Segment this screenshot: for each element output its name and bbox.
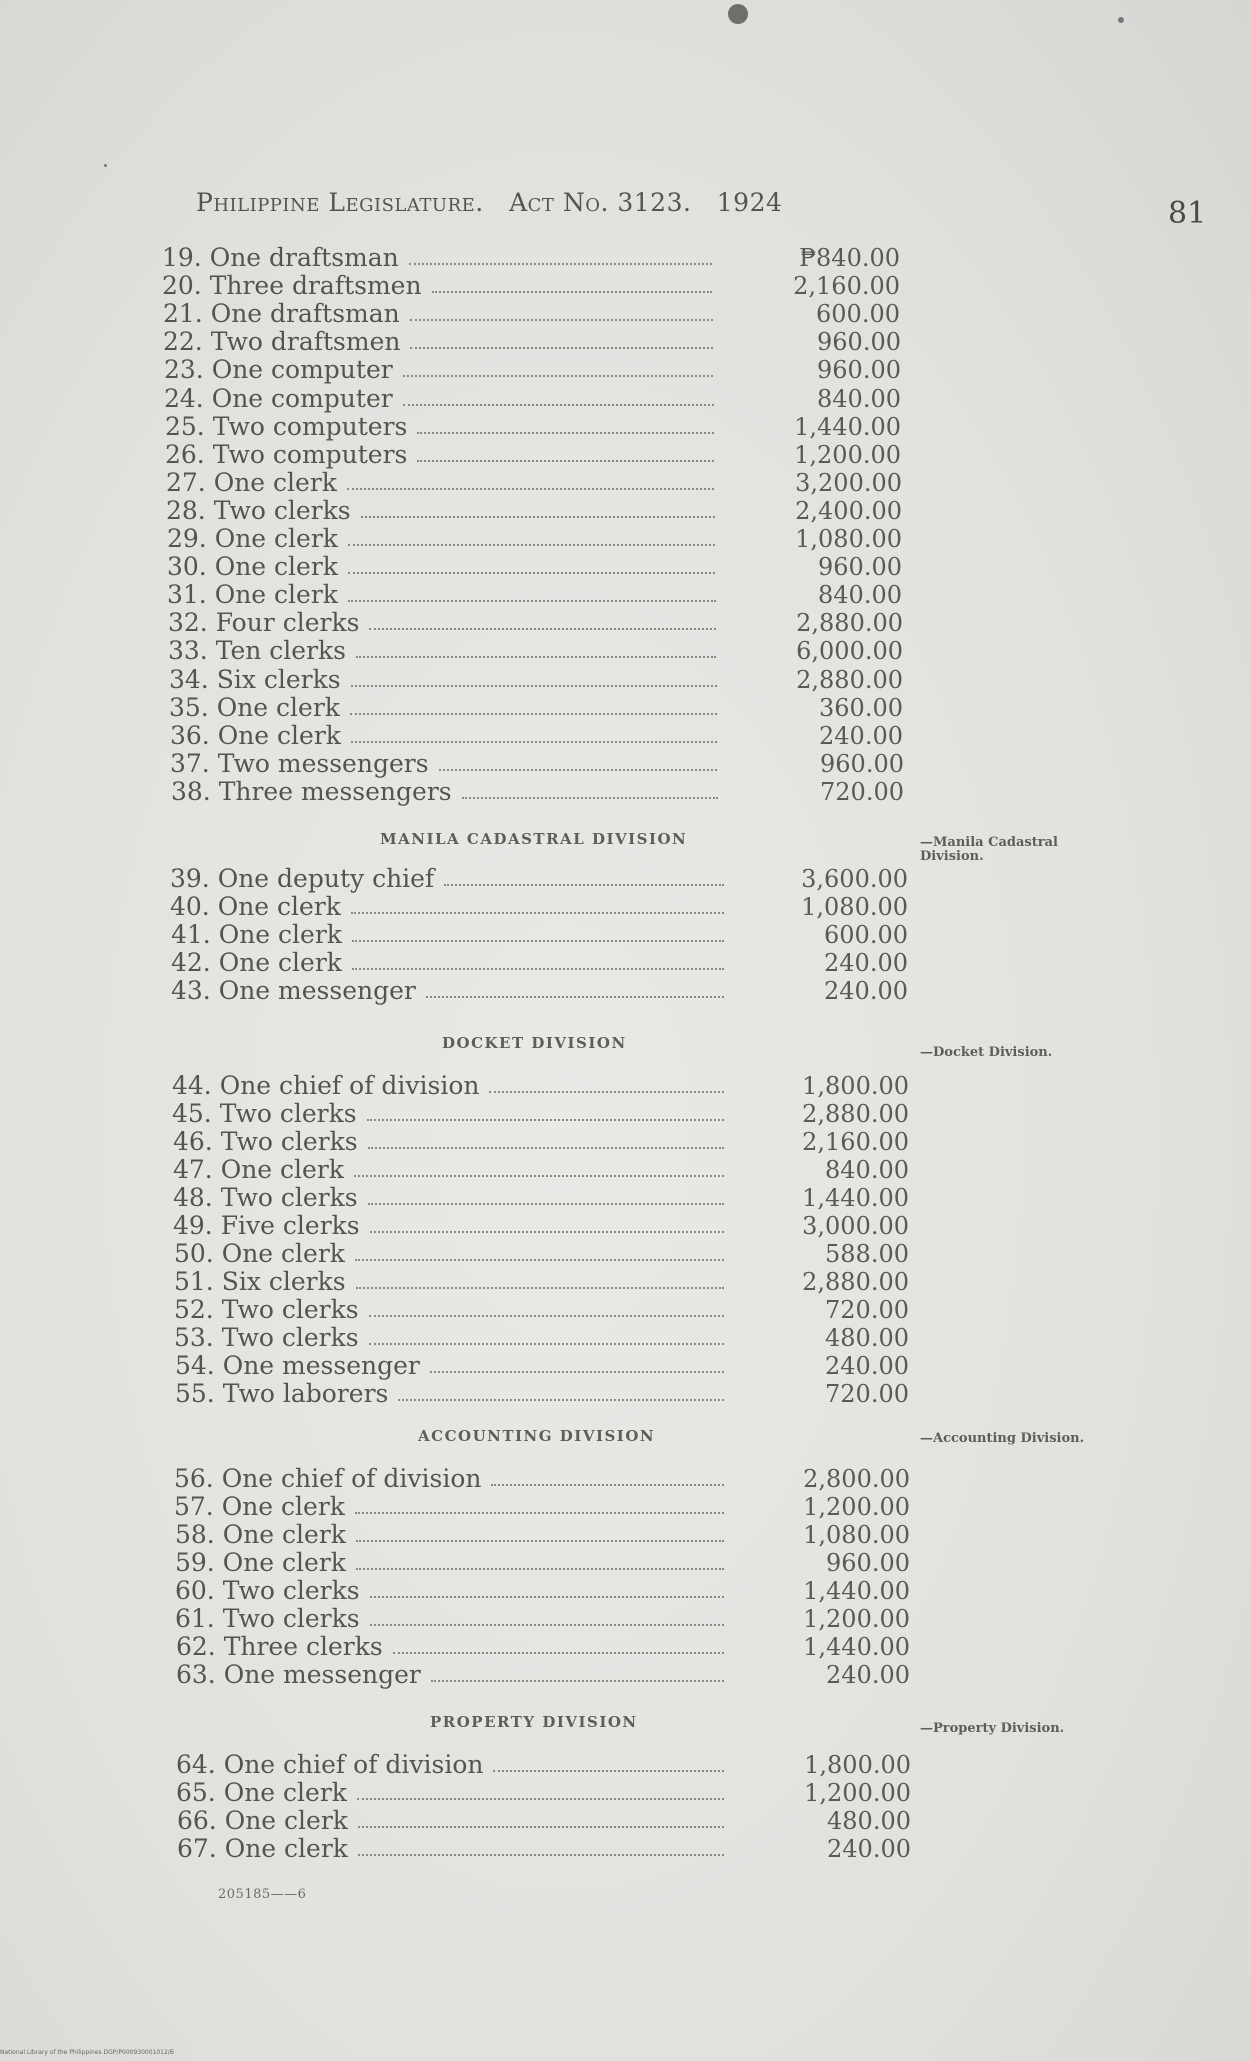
line-item-label: 40. One clerk — [170, 892, 341, 921]
line-item-amount: 240.00 — [824, 949, 908, 977]
footer-print-code: 205185——6 — [218, 1887, 307, 1902]
dot-leader — [369, 628, 716, 630]
line-item-row — [166, 497, 902, 525]
line-item-row — [165, 441, 901, 469]
dot-leader — [370, 1624, 724, 1626]
line-item-label: 29. One clerk — [167, 524, 338, 553]
line-item-row — [171, 977, 908, 1005]
line-item-label: 21. One draftsman — [163, 299, 400, 328]
dot-leader — [351, 741, 717, 743]
header-act: Act No. 3123. — [509, 188, 692, 217]
line-item-label: 46. Two clerks — [173, 1127, 358, 1156]
line-item-row — [176, 1751, 911, 1779]
header-title: Philippine Legislature. — [196, 188, 484, 217]
line-item-row — [173, 1128, 909, 1156]
dot-leader — [356, 656, 716, 658]
line-item-row — [169, 694, 903, 722]
line-item-amount: 588.00 — [825, 1240, 909, 1268]
line-item-label: 50. One clerk — [174, 1239, 345, 1268]
line-item-label: 35. One clerk — [169, 693, 340, 722]
line-item-label: 20. Three draftsmen — [162, 271, 422, 300]
ink-speck — [728, 4, 748, 24]
line-item-amount: 720.00 — [825, 1380, 909, 1408]
dot-leader — [369, 1343, 724, 1345]
line-item-amount: 1,800.00 — [802, 1072, 909, 1100]
dot-leader — [348, 572, 715, 574]
line-item-amount: 1,080.00 — [803, 1521, 910, 1549]
line-item-row — [172, 1100, 909, 1128]
dot-leader — [368, 1147, 724, 1149]
dot-leader — [417, 460, 714, 462]
line-item-row — [174, 1240, 909, 1268]
line-item-row — [171, 778, 904, 806]
line-item-label: 59. One clerk — [175, 1548, 346, 1577]
line-item-label: 60. Two clerks — [175, 1576, 360, 1605]
line-item-label: 39. One deputy chief — [170, 864, 435, 893]
line-item-label: 64. One chief of division — [176, 1750, 484, 1779]
line-item-row — [170, 865, 908, 893]
dot-leader — [462, 797, 718, 799]
dot-leader — [351, 912, 724, 914]
dot-leader — [398, 1399, 724, 1401]
scan-credit: National Library of the Philippines DGP/P000930001012/B — [0, 2049, 174, 2056]
dot-leader — [426, 996, 724, 998]
line-item-amount: 960.00 — [817, 328, 901, 356]
line-item-label: 36. One clerk — [170, 721, 341, 750]
line-item-amount: 2,160.00 — [802, 1128, 909, 1156]
line-item-row — [175, 1577, 910, 1605]
dot-leader — [410, 319, 713, 321]
line-item-amount: 1,440.00 — [794, 413, 901, 441]
margin-note: —Docket Division. — [920, 1045, 1053, 1060]
dot-leader — [403, 404, 714, 406]
line-item-label: 23. One computer — [164, 355, 393, 384]
margin-note: —Manila Cadastral Division. — [920, 835, 1058, 864]
ink-speck — [1118, 17, 1124, 23]
dot-leader — [347, 488, 714, 490]
line-item-row — [175, 1521, 910, 1549]
line-item-row — [176, 1633, 910, 1661]
line-item-amount: 480.00 — [825, 1324, 909, 1352]
line-item-amount: 1,440.00 — [802, 1184, 909, 1212]
line-item-row — [164, 356, 901, 384]
line-item-amount: 3,200.00 — [795, 469, 902, 497]
line-item-row — [173, 1156, 909, 1184]
dot-leader — [357, 1798, 724, 1800]
line-item-row — [170, 893, 908, 921]
dot-leader — [368, 1203, 724, 1205]
line-item-label: 31. One clerk — [167, 580, 338, 609]
line-item-row — [174, 1296, 909, 1324]
line-item-label: 42. One clerk — [171, 948, 342, 977]
line-item-row — [163, 300, 900, 328]
line-item-amount: 2,880.00 — [796, 666, 903, 694]
line-item-row — [170, 750, 904, 778]
line-item-amount: 960.00 — [826, 1549, 910, 1577]
line-item-amount: 2,400.00 — [795, 497, 902, 525]
dot-leader — [369, 1315, 724, 1317]
line-item-label: 47. One clerk — [173, 1155, 344, 1184]
line-item-label: 48. Two clerks — [173, 1183, 358, 1212]
line-item-amount: 2,160.00 — [793, 272, 900, 300]
dot-leader — [352, 968, 724, 970]
line-item-row — [176, 1779, 911, 1807]
dot-leader — [356, 1568, 724, 1570]
line-item-amount: 600.00 — [816, 300, 900, 328]
section-heading: PROPERTY DIVISION — [430, 1713, 638, 1731]
line-item-row — [171, 949, 908, 977]
line-item-row — [164, 385, 901, 413]
margin-note: —Accounting Division. — [920, 1431, 1085, 1446]
line-item-row — [170, 722, 903, 750]
header-year: 1924 — [716, 188, 783, 217]
line-item-amount: 720.00 — [820, 778, 904, 806]
line-item-row — [175, 1549, 910, 1577]
dot-leader — [489, 1091, 724, 1093]
dot-leader — [493, 1770, 724, 1772]
line-item-label: 38. Three messengers — [171, 777, 452, 806]
line-item-row — [173, 1184, 909, 1212]
line-item-amount: 960.00 — [818, 553, 902, 581]
line-item-label: 57. One clerk — [174, 1492, 345, 1521]
line-item-amount: 2,880.00 — [802, 1100, 909, 1128]
margin-note: —Property Division. — [920, 1721, 1065, 1736]
line-item-label: 41. One clerk — [171, 920, 342, 949]
dot-leader — [351, 685, 717, 687]
section-heading: MANILA CADASTRAL DIVISION — [380, 830, 688, 848]
line-item-amount: 840.00 — [817, 385, 901, 413]
line-item-amount: 240.00 — [827, 1835, 911, 1863]
line-item-label: 53. Two clerks — [174, 1323, 359, 1352]
line-item-row — [173, 1212, 909, 1240]
line-item-amount: 1,200.00 — [804, 1779, 911, 1807]
dot-leader — [356, 1540, 724, 1542]
dot-leader — [410, 347, 713, 349]
line-item-amount: 1,080.00 — [801, 893, 908, 921]
ink-speck — [104, 164, 107, 167]
line-item-amount: 3,000.00 — [802, 1212, 909, 1240]
line-item-label: 52. Two clerks — [174, 1295, 359, 1324]
line-item-amount: 240.00 — [824, 977, 908, 1005]
dot-leader — [355, 1512, 724, 1514]
dot-leader — [348, 544, 715, 546]
line-item-amount: 6,000.00 — [796, 637, 903, 665]
line-item-amount: 1,440.00 — [803, 1633, 910, 1661]
line-item-row — [175, 1605, 910, 1633]
line-item-amount: 1,200.00 — [794, 441, 901, 469]
line-item-row — [177, 1807, 911, 1835]
line-item-amount: 960.00 — [817, 356, 901, 384]
line-item-label: 58. One clerk — [175, 1520, 346, 1549]
line-item-row — [168, 609, 903, 637]
line-item-label: 32. Four clerks — [168, 608, 360, 637]
running-header — [196, 188, 846, 217]
line-item-row — [172, 1072, 909, 1100]
dot-leader — [430, 1371, 724, 1373]
line-item-label: 22. Two draftsmen — [163, 327, 401, 356]
line-item-amount: 840.00 — [825, 1156, 909, 1184]
dot-leader — [491, 1484, 724, 1486]
dot-leader — [358, 1826, 724, 1828]
line-item-row — [167, 553, 902, 581]
dot-leader — [350, 713, 717, 715]
dot-leader — [355, 1259, 724, 1261]
line-item-amount: 1,440.00 — [803, 1577, 910, 1605]
line-item-label: 19. One draftsman — [162, 243, 399, 272]
dot-leader — [370, 1596, 724, 1598]
line-item-row — [171, 921, 908, 949]
line-item-amount: 240.00 — [826, 1661, 910, 1689]
dot-leader — [432, 291, 712, 293]
line-item-row — [176, 1661, 910, 1689]
line-item-row — [175, 1352, 909, 1380]
line-item-amount: 960.00 — [820, 750, 904, 778]
line-item-label: 33. Ten clerks — [168, 636, 347, 665]
line-item-label: 49. Five clerks — [173, 1211, 360, 1240]
line-item-label: 54. One messenger — [175, 1351, 420, 1380]
line-item-row — [166, 469, 902, 497]
line-item-amount: 1,800.00 — [804, 1751, 911, 1779]
line-item-label: 24. One computer — [164, 384, 393, 413]
line-item-row — [174, 1324, 909, 1352]
line-item-label: 67. One clerk — [177, 1834, 348, 1863]
line-item-row — [167, 581, 902, 609]
dot-leader — [370, 1231, 724, 1233]
line-item-label: 28. Two clerks — [166, 496, 351, 525]
dot-leader — [367, 1119, 724, 1121]
line-item-label: 55. Two laborers — [175, 1379, 389, 1408]
line-item-row — [174, 1493, 910, 1521]
line-item-amount: 1,080.00 — [795, 525, 902, 553]
line-item-label: 62. Three clerks — [176, 1632, 383, 1661]
line-item-row — [168, 637, 903, 665]
section-heading: ACCOUNTING DIVISION — [418, 1427, 656, 1445]
line-item-amount: 1,200.00 — [803, 1605, 910, 1633]
line-item-amount: 3,600.00 — [801, 865, 908, 893]
line-item-label: 30. One clerk — [167, 552, 338, 581]
line-item-row — [162, 244, 900, 272]
line-item-label: 27. One clerk — [166, 468, 337, 497]
line-item-amount: 240.00 — [819, 722, 903, 750]
section-heading: DOCKET DIVISION — [442, 1034, 627, 1052]
line-item-row — [169, 666, 903, 694]
line-item-amount: ₱840.00 — [799, 244, 900, 272]
line-item-row — [175, 1380, 909, 1408]
line-item-row — [167, 525, 902, 553]
line-item-label: 25. Two computers — [165, 412, 408, 441]
line-item-row — [162, 272, 900, 300]
line-item-row — [163, 328, 901, 356]
line-item-label: 43. One messenger — [171, 976, 416, 1005]
line-item-label: 37. Two messengers — [170, 749, 429, 778]
line-item-label: 26. Two computers — [165, 440, 408, 469]
line-item-amount: 1,200.00 — [803, 1493, 910, 1521]
page-number: 81 — [1168, 196, 1207, 231]
line-item-amount: 480.00 — [827, 1807, 911, 1835]
line-item-label: 44. One chief of division — [172, 1071, 480, 1100]
line-item-label: 65. One clerk — [176, 1778, 347, 1807]
dot-leader — [354, 1175, 724, 1177]
dot-leader — [444, 884, 724, 886]
dot-leader — [409, 263, 712, 265]
line-item-amount: 720.00 — [825, 1296, 909, 1324]
line-item-label: 61. Two clerks — [175, 1604, 360, 1633]
line-item-row — [174, 1465, 910, 1493]
line-item-amount: 600.00 — [824, 921, 908, 949]
dot-leader — [356, 1287, 724, 1289]
dot-leader — [361, 516, 715, 518]
line-item-amount: 840.00 — [818, 581, 902, 609]
dot-leader — [417, 432, 714, 434]
dot-leader — [358, 1854, 724, 1856]
dot-leader — [348, 600, 716, 602]
line-item-amount: 360.00 — [819, 694, 903, 722]
line-item-label: 56. One chief of division — [174, 1464, 482, 1493]
line-item-row — [177, 1835, 911, 1863]
line-item-amount: 240.00 — [825, 1352, 909, 1380]
line-item-label: 34. Six clerks — [169, 665, 341, 694]
line-item-amount: 2,880.00 — [802, 1268, 909, 1296]
dot-leader — [439, 769, 717, 771]
dot-leader — [431, 1680, 724, 1682]
line-item-label: 45. Two clerks — [172, 1099, 357, 1128]
dot-leader — [352, 940, 724, 942]
line-item-label: 63. One messenger — [176, 1660, 421, 1689]
line-item-row — [174, 1268, 909, 1296]
dot-leader — [403, 375, 713, 377]
line-item-label: 51. Six clerks — [174, 1267, 346, 1296]
dot-leader — [393, 1652, 724, 1654]
line-item-amount: 2,800.00 — [803, 1465, 910, 1493]
line-item-row — [165, 413, 901, 441]
line-item-label: 66. One clerk — [177, 1806, 348, 1835]
line-item-amount: 2,880.00 — [796, 609, 903, 637]
